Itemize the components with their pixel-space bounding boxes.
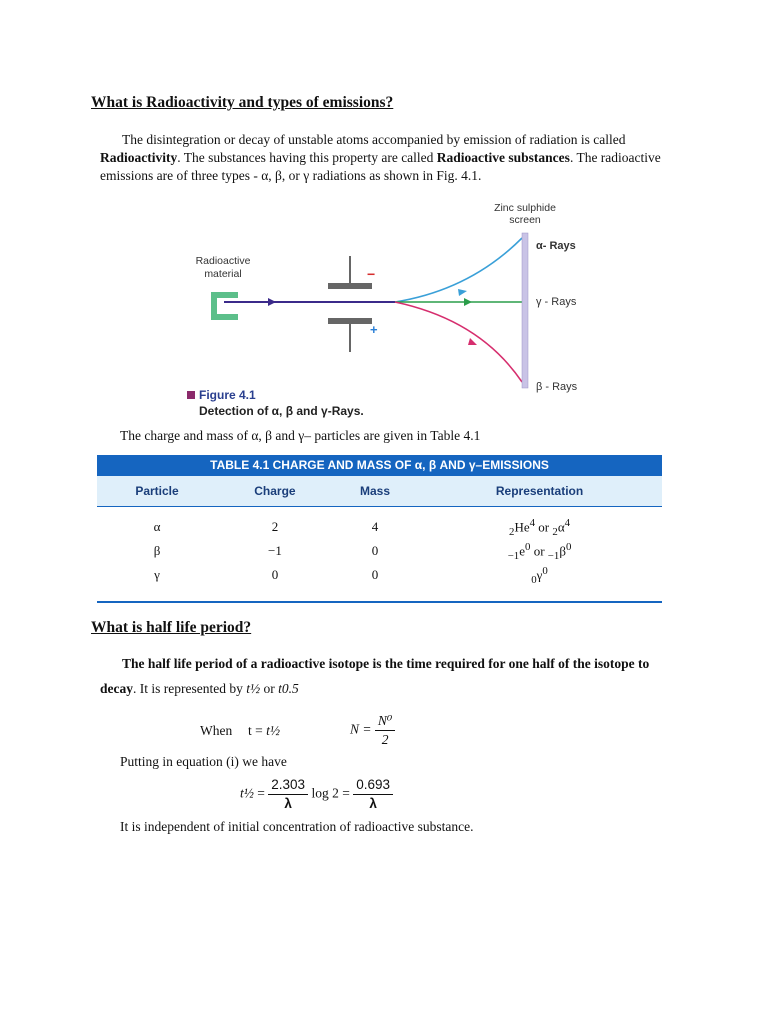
cell-particle: β	[153, 543, 161, 558]
cell-charge: 0	[271, 567, 279, 582]
eq-num-1: 2.303	[268, 776, 308, 795]
para-line-3: emissions are of three types - α, β, or γ radiations as shown in Fig. 4.1.	[100, 168, 482, 183]
cell-charge: −1	[268, 543, 282, 558]
cell-charge: 2	[271, 519, 279, 534]
table-4-1	[97, 455, 662, 603]
putting-text: Putting in equation (i) we have	[120, 754, 287, 769]
n-eq-text: N =	[350, 721, 375, 737]
eq-log: log 2	[308, 785, 343, 801]
half-life-definition-line2	[100, 680, 299, 698]
t-05-symbol: t0.5	[278, 681, 299, 696]
rep-a-base: γ	[536, 566, 543, 582]
cell-particle: α	[153, 519, 161, 534]
table-row	[97, 539, 662, 563]
header-representation: Representation	[417, 476, 662, 507]
zinc-sulphide-screen	[522, 233, 528, 388]
rep-a-sup: 0	[525, 540, 531, 553]
figure-caption-title-row	[187, 386, 364, 404]
cell-representation	[417, 515, 662, 539]
header-charge: Charge	[217, 476, 333, 507]
alpha-rays-label: α- Rays	[536, 240, 576, 252]
eq-equals-1: =	[253, 785, 269, 801]
header-mass: Mass	[333, 476, 417, 507]
gamma-ray-arrowhead	[464, 298, 472, 306]
beta-rays-label: β - Rays	[536, 381, 578, 393]
para-line-1: The disintegration or decay of unstable atoms accompanied by emission of radiation is called	[122, 132, 626, 147]
rep-a-prefix: 0	[531, 573, 537, 586]
source-label-line1: Radioactive	[195, 255, 251, 267]
para-line-2-mid: . The substances having this property are called	[177, 150, 437, 165]
eq-num-2: 0.693	[353, 776, 393, 795]
rep-a-sup: 0	[542, 564, 548, 577]
cell-representation	[417, 563, 662, 587]
term-radioactivity: Radioactivity	[100, 150, 178, 165]
cell-mass: 0	[371, 567, 379, 582]
beam-arrowhead	[268, 298, 276, 306]
table-title: TABLE 4.1 CHARGE AND MASS OF α, β AND γ–EMISSIONS	[97, 455, 662, 476]
rep-a-prefix: −1	[507, 549, 520, 562]
represented-by-text: . It is represented by	[133, 681, 247, 696]
table-header-row	[97, 476, 662, 507]
rep-a-base: He	[514, 518, 530, 534]
radioactive-source-shape	[211, 292, 238, 320]
rep-a-sup: 4	[529, 516, 536, 529]
when-equation	[248, 722, 280, 740]
n-denominator: 2	[381, 732, 389, 747]
half-life-equation	[240, 776, 393, 813]
independence-statement: It is independent of initial concentration of radioactive substance.	[120, 819, 474, 834]
rep-b-sup: 0	[565, 540, 572, 553]
cell-mass: 4	[371, 519, 379, 534]
positive-sign: +	[370, 322, 378, 337]
n-equation	[350, 712, 395, 749]
rep-or: or	[530, 542, 548, 558]
cell-particle: γ	[154, 567, 160, 582]
eq-fraction-1	[268, 776, 308, 813]
eq-fraction-2	[353, 776, 393, 813]
rep-a-prefix: 2	[509, 525, 515, 538]
t-half-symbol: t½	[246, 681, 261, 696]
figure-4-1-diagram	[0, 0, 768, 420]
section-heading-radioactivity: What is Radioactivity and types of emissions?	[91, 94, 394, 111]
table-4-1-grid	[97, 476, 662, 603]
when-t-symbol: t½	[266, 723, 281, 738]
negative-sign: −	[367, 266, 376, 282]
rep-a-base: e	[519, 542, 526, 558]
rep-b-base: α	[557, 518, 565, 534]
rep-b-base: β	[559, 542, 566, 558]
half-life-definition-line1: The half life period of a radioactive isotope is the time required for one half of the isotope to	[122, 656, 650, 671]
rep-or: or	[535, 518, 553, 534]
figure-caption-title: Figure 4.1	[199, 388, 256, 402]
term-decay: decay	[100, 681, 133, 696]
alpha-ray-arrowhead	[458, 289, 467, 296]
section-heading-half-life: What is half life period?	[91, 619, 252, 636]
rep-b-sup: 4	[564, 516, 571, 529]
n-numerator: N⁰	[375, 712, 395, 731]
positive-plate	[328, 318, 372, 324]
when-label: When	[200, 723, 233, 738]
eq-equals-2: =	[342, 785, 354, 801]
zinc-screen-label-line1: Zinc sulphide	[494, 202, 556, 214]
figure-caption	[187, 386, 364, 418]
rep-b-prefix: −1	[547, 549, 560, 562]
gamma-rays-label: γ - Rays	[536, 296, 577, 308]
figure-caption-text: Detection of α, β and γ-Rays.	[199, 404, 364, 418]
table-bottom-rule	[97, 587, 662, 602]
beta-ray-arrowhead	[468, 338, 477, 345]
beta-ray-path	[395, 302, 522, 382]
para-line-2-end: . The radioactive	[569, 150, 661, 165]
cell-mass: 0	[371, 543, 379, 558]
rep-b-prefix: 2	[552, 525, 558, 538]
table-intro-text: The charge and mass of α, β and γ– particles are given in Table 4.1	[120, 428, 481, 443]
header-particle: Particle	[97, 476, 217, 507]
cell-representation	[417, 539, 662, 563]
eq-lhs: t½	[240, 785, 254, 801]
when-eq-text: t =	[248, 723, 267, 738]
term-radioactive-substances: Radioactive substances	[436, 150, 570, 165]
zinc-screen-label-line2: screen	[509, 214, 541, 226]
negative-plate	[328, 283, 372, 289]
eq-den-1: λ	[284, 796, 292, 811]
table-row	[97, 515, 662, 539]
caption-square-icon	[187, 391, 195, 399]
eq-den-2: λ	[369, 796, 377, 811]
or-text: or	[260, 681, 279, 696]
table-row	[97, 563, 662, 587]
n-fraction	[375, 712, 395, 749]
source-label-line2: material	[204, 268, 242, 280]
